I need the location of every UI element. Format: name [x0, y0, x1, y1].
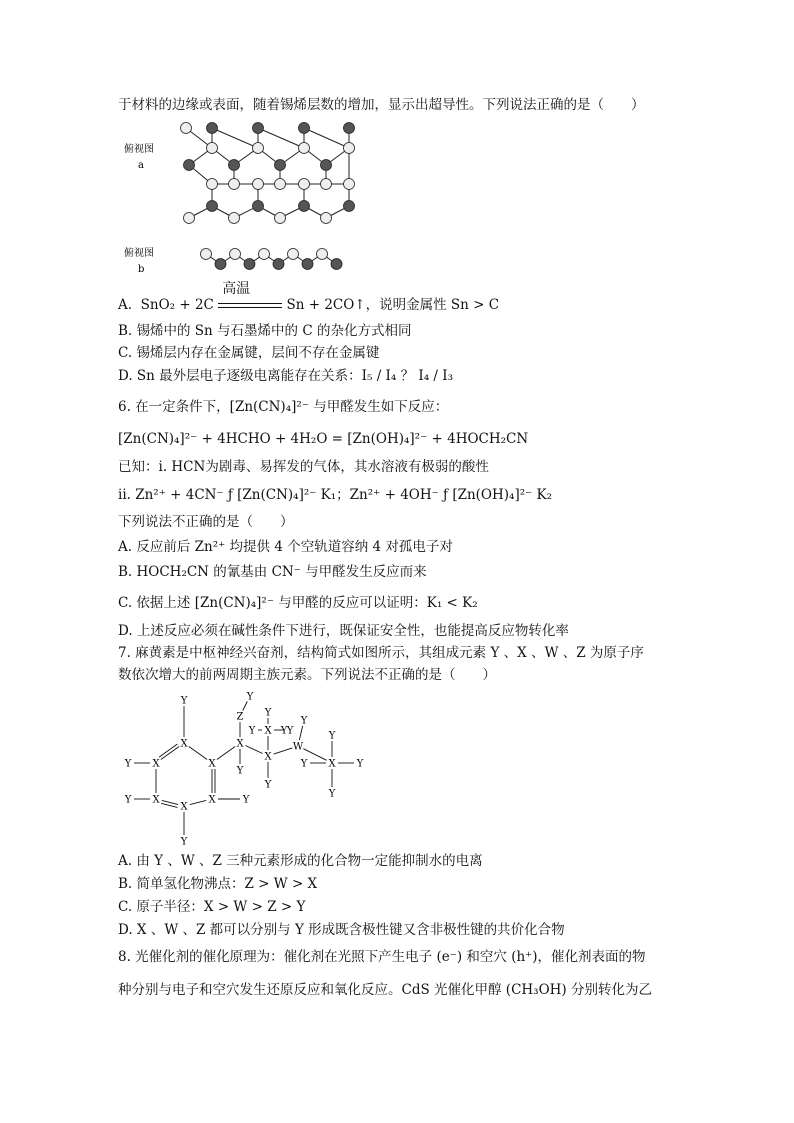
atom-label: X: [236, 738, 244, 750]
lattice-atom: [321, 213, 332, 224]
q5-option-b: B. 锡烯中的 Sn 与石墨烯中的 C 的杂化方式相同: [118, 323, 412, 339]
fig-b-label-top: 俯视图: [124, 248, 154, 259]
fig-a-label-letter: a: [138, 160, 144, 171]
atom-label: X: [208, 758, 216, 770]
q5-option-a-prefix: A.: [118, 297, 133, 313]
atom-label: Y: [180, 695, 188, 707]
atom-label: X: [264, 725, 272, 737]
fig-b-label-letter: b: [138, 264, 145, 275]
ephedrine-structure: [118, 686, 378, 850]
atom-label: Y: [124, 794, 132, 806]
atom-label: X: [180, 801, 188, 813]
q7-option-d: D. X 、W 、Z 都可以分别与 Y 形成既含极性键又含非极性键的共价化合物: [118, 922, 565, 938]
atom-label: W: [292, 741, 304, 753]
lattice-atom: [321, 160, 332, 171]
q5-option-a: [118, 281, 500, 314]
atom-label: Y: [300, 758, 308, 770]
lattice-atom: [181, 123, 192, 134]
lattice-atom: [207, 123, 218, 134]
atom-label: Y: [248, 725, 256, 737]
lattice-atom: [275, 160, 286, 171]
q5-option-d: D. Sn 最外层电子逐级电离能存在关系：I₅ / I₄ ？ I₄ / I₃: [118, 368, 453, 384]
atom-label: X: [152, 794, 160, 806]
lattice-atom: [299, 179, 310, 190]
atom-label: X: [152, 758, 160, 770]
q5-option-c: C. 锡烯层内存在金属键，层间不存在金属键: [118, 345, 380, 361]
q6-equation: [Zn(CN)₄]²⁻ + 4HCHO + 4H₂O = [Zn(OH)₄]²⁻ + 4HOCH₂CN: [118, 431, 529, 447]
lattice-atom: [253, 123, 264, 134]
lattice-atom: [229, 213, 240, 224]
lattice-atom: [253, 143, 264, 154]
lattice-atom: [344, 143, 355, 154]
lattice-atom: [299, 201, 310, 212]
lattice-atom: [229, 160, 240, 171]
lattice-atom: [184, 160, 195, 171]
lattice-atom: [207, 179, 218, 190]
atom-label: X: [180, 738, 188, 750]
atom-label: Y: [124, 758, 132, 770]
q7-stem-line2: 数依次增大的前两周期主族元素。下列说法不正确的是（ ）: [118, 667, 496, 683]
lattice-atom: [344, 123, 355, 134]
chain-atom: [230, 249, 241, 260]
chain-atom: [273, 259, 284, 270]
stanene-lattice-a: [118, 118, 368, 230]
atom-label: Y: [242, 794, 250, 806]
high-temp-arrow: [218, 281, 282, 314]
lattice-atom: [184, 213, 195, 224]
chain-atom: [317, 249, 328, 260]
q6-known-ii: ii. Zn²⁺ + 4CN⁻ ƒ [Zn(CN)₄]²⁻ K₁；Zn²⁺ + 4OH⁻ ƒ [Zn(OH)₄]²⁻ K₂: [118, 487, 553, 503]
q6-stem: 6. 在一定条件下，[Zn(CN)₄]²⁻ 与甲醛发生如下反应：: [118, 399, 449, 415]
lattice-atom: [344, 179, 355, 190]
chain-atom: [215, 259, 226, 270]
q6-option-c: C. 依据上述 [Zn(CN)₄]²⁻ 与甲醛的反应可以证明：K₁ < K₂: [118, 595, 478, 611]
q8-line2: 种分别与电子和空穴发生还原反应和氧化反应。CdS 光催化甲醇 (CH₃OH) 分别转化为乙: [118, 982, 652, 998]
atom-label: Y: [356, 758, 364, 770]
atom-label: Y: [180, 836, 188, 848]
q5-option-a-eq-left: SnO₂ + 2C: [140, 297, 214, 313]
fig-a-label-top: 俯视图: [124, 144, 154, 155]
chain-atom: [244, 259, 255, 270]
q7-option-c: C. 原子半径：X > W > Z > Y: [118, 899, 306, 915]
atom-label: Z: [236, 711, 244, 723]
chain-atom: [288, 249, 299, 260]
lattice-atom: [299, 123, 310, 134]
q8-line1: 8. 光催化剂的催化原理为：催化剂在光照下产生电子 (e⁻) 和空穴 (h⁺)，催化剂表面的物: [118, 949, 646, 965]
lattice-atom: [207, 201, 218, 212]
lattice-atom: [207, 143, 218, 154]
atom-label: Y: [286, 725, 294, 737]
chain-atom: [259, 249, 270, 260]
q7-option-a: A. 由 Y 、W 、Z 三种元素形成的化合物一定能抑制水的电离: [118, 853, 483, 869]
atom-label: X: [208, 794, 216, 806]
stanene-chain-b: [118, 244, 368, 278]
ephedrine-structure-figure: [118, 686, 378, 850]
atom-label: Y: [280, 725, 288, 737]
q7-stem-line1: 7. 麻黄素是中枢神经兴奋剂，结构简式如图所示，其组成元素 Y 、X 、W 、Z 为原子序: [118, 645, 644, 661]
q7-option-b: B. 简单氢化物沸点：Z > W > X: [118, 876, 318, 892]
stanene-top-view-figure-a: [118, 118, 368, 230]
chain-atom: [201, 249, 212, 260]
atom-label: X: [328, 758, 336, 770]
lattice-atom: [229, 179, 240, 190]
lattice-atom: [344, 201, 355, 212]
lattice-atom: [253, 179, 264, 190]
q6-option-b: B. HOCH₂CN 的氰基由 CN⁻ 与甲醛发生反应而来: [118, 564, 427, 580]
high-temp-condition: 高温: [222, 281, 251, 297]
q6-question: 下列说法不正确的是（ ）: [118, 514, 294, 530]
atom-label: Y: [264, 779, 272, 791]
q6-option-a: A. 反应前后 Zn²⁺ 均提供 4 个空轨道容纳 4 对孤电子对: [118, 539, 453, 555]
chain-atom: [302, 259, 313, 270]
lattice-atom: [321, 179, 332, 190]
atom-label: Y: [328, 730, 336, 742]
atom-label: Y: [328, 788, 336, 800]
atom-label: Y: [236, 765, 244, 777]
q6-option-d: D. 上述反应必须在碱性条件下进行，既保证安全性，也能提高反应物转化率: [118, 623, 569, 639]
q5-option-a-eq-right: Sn + 2CO↑，说明金属性 Sn > C: [286, 297, 500, 313]
lattice-atom: [275, 179, 286, 190]
chain-atom: [331, 259, 342, 270]
lattice-atom: [299, 143, 310, 154]
atom-label: Y: [246, 691, 254, 703]
lattice-atom: [275, 213, 286, 224]
lattice-atom: [253, 201, 264, 212]
q5-stem-tail: 于材料的边缘或表面，随着锡烯层数的增加，显示出超导性。下列说法正确的是（ ）: [118, 97, 645, 113]
atom-label: X: [264, 751, 272, 763]
stanene-side-view-figure-b: [118, 244, 368, 278]
atom-label: Y: [300, 715, 308, 727]
atom-label: Y: [264, 707, 272, 719]
q6-known-i: 已知：i. HCN为剧毒、易挥发的气体，其水溶液有极弱的酸性: [118, 459, 489, 475]
